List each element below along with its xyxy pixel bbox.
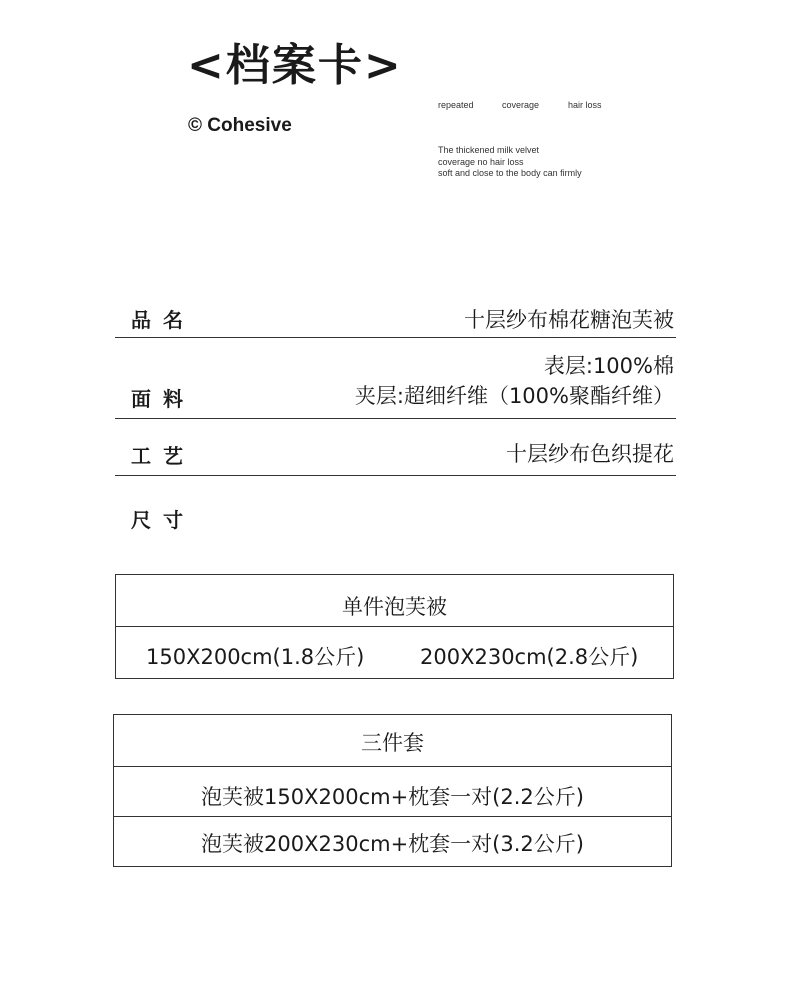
single-quilt-size-table [115, 574, 674, 679]
divider [115, 337, 676, 338]
divider [115, 418, 676, 419]
description-line: coverage no hair loss [438, 156, 524, 167]
single-table-title: 单件泡芙被 [342, 595, 447, 619]
spec-label-name: 品名 [131, 308, 195, 332]
set-size-option: 泡芙被200X230cm+枕套一对(3.2公斤) [201, 832, 584, 856]
three-piece-set-table [113, 714, 672, 867]
single-size-option: 200X230cm(2.8公斤) [420, 645, 639, 669]
spec-label-craft: 工艺 [131, 444, 195, 468]
table-divider [116, 626, 673, 627]
spec-label-size: 尺寸 [131, 508, 195, 532]
spec-value-craft: 十层纱布色织提花 [506, 442, 674, 466]
spec-label-material: 面料 [131, 387, 195, 411]
page-title: <档案卡> [187, 40, 403, 91]
description-line: The thickened milk velvet [438, 145, 540, 155]
single-size-option: 150X200cm(1.8公斤) [146, 645, 365, 669]
divider [115, 475, 676, 476]
table-divider [114, 816, 671, 817]
spec-value-name: 十层纱布棉花糖泡芙被 [464, 308, 674, 332]
table-divider [114, 766, 671, 767]
set-table-title: 三件套 [361, 731, 424, 755]
tag-coverage: coverage [502, 100, 540, 110]
set-size-option: 泡芙被150X200cm+枕套一对(2.2公斤) [201, 785, 584, 809]
spec-value-material-filling: 夹层:超细纤维（100%聚酯纤维） [354, 384, 674, 408]
spec-value-material-surface: 表层:100%棉 [543, 354, 674, 378]
feature-description [438, 145, 582, 180]
brand-logo-text: © Cohesive [188, 115, 292, 136]
tag-repeated: repeated [438, 100, 474, 110]
description-line: soft and close to the body can firmly [438, 168, 582, 178]
tag-hair-loss: hair loss [568, 100, 602, 110]
